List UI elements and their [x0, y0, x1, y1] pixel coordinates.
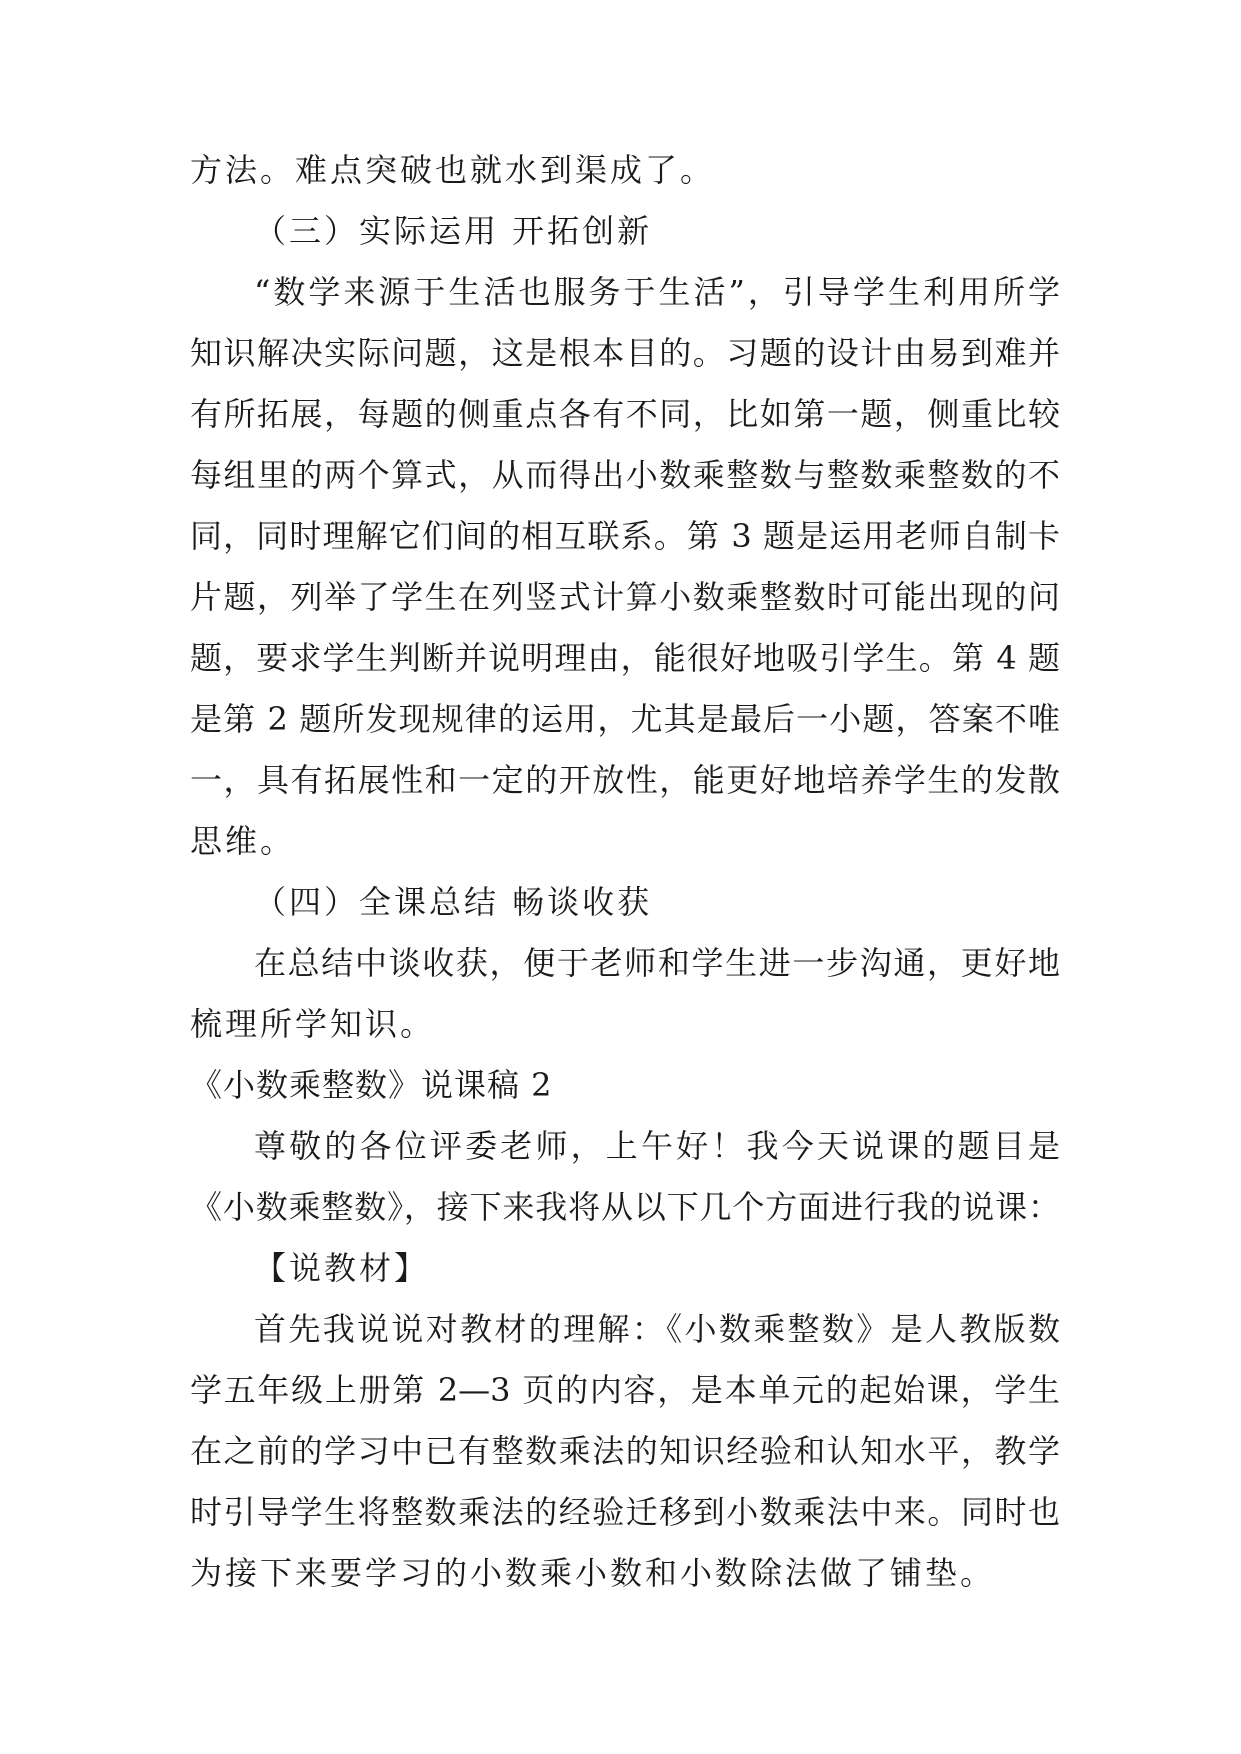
document-title: 《小数乘整数》说课稿 2 — [190, 1066, 553, 1104]
section-heading: 【说教材】 — [254, 1249, 430, 1287]
section-heading: （四）全课总结 畅谈收获 — [254, 883, 653, 921]
paragraph-line: 思维。 — [190, 822, 296, 860]
paragraph-line: 每组里的两个算式，从而得出小数乘整数与整数乘整数的不 — [190, 456, 1060, 494]
section-heading: （三）实际运用 开拓创新 — [254, 212, 653, 250]
paragraph-line: 时引导学生将整数乘法的经验迁移到小数乘法中来。同时也 — [190, 1493, 1060, 1531]
paragraph-line: 方法。难点突破也就水到渠成了。 — [190, 151, 716, 189]
paragraph-line: 首先我说说对教材的理解：《小数乘整数》是人教版数 — [254, 1310, 1060, 1348]
paragraph-line: 同，同时理解它们间的相互联系。第 3 题是运用老师自制卡 — [190, 517, 1060, 555]
paragraph-line: 梳理所学知识。 — [190, 1005, 436, 1043]
paragraph-line: 有所拓展，每题的侧重点各有不同，比如第一题，侧重比较 — [190, 395, 1060, 433]
paragraph-line: 学五年级上册第 2—3 页的内容，是本单元的起始课，学生 — [190, 1371, 1060, 1409]
paragraph-line: 在之前的学习中已有整数乘法的知识经验和认知水平，教学 — [190, 1432, 1060, 1470]
paragraph-line: “数学来源于生活也服务于生活”，引导学生利用所学 — [254, 273, 1060, 311]
paragraph-line: 《小数乘整数》，接下来我将从以下几个方面进行我的说课： — [190, 1188, 1060, 1226]
paragraph-line: 知识解决实际问题，这是根本目的。习题的设计由易到难并 — [190, 334, 1060, 372]
paragraph-line: 在总结中谈收获，便于老师和学生进一步沟通，更好地 — [254, 944, 1060, 982]
paragraph-line: 尊敬的各位评委老师，上午好！我今天说课的题目是 — [254, 1127, 1060, 1165]
paragraph-line: 片题，列举了学生在列竖式计算小数乘整数时可能出现的问 — [190, 578, 1060, 616]
paragraph-line: 是第 2 题所发现规律的运用，尤其是最后一小题，答案不唯 — [190, 700, 1060, 738]
paragraph-line: 一，具有拓展性和一定的开放性，能更好地培养学生的发散 — [190, 761, 1060, 799]
paragraph-line: 题，要求学生判断并说明理由，能很好地吸引学生。第 4 题 — [190, 639, 1060, 677]
paragraph-line: 为接下来要学习的小数乘小数和小数除法做了铺垫。 — [190, 1554, 996, 1592]
